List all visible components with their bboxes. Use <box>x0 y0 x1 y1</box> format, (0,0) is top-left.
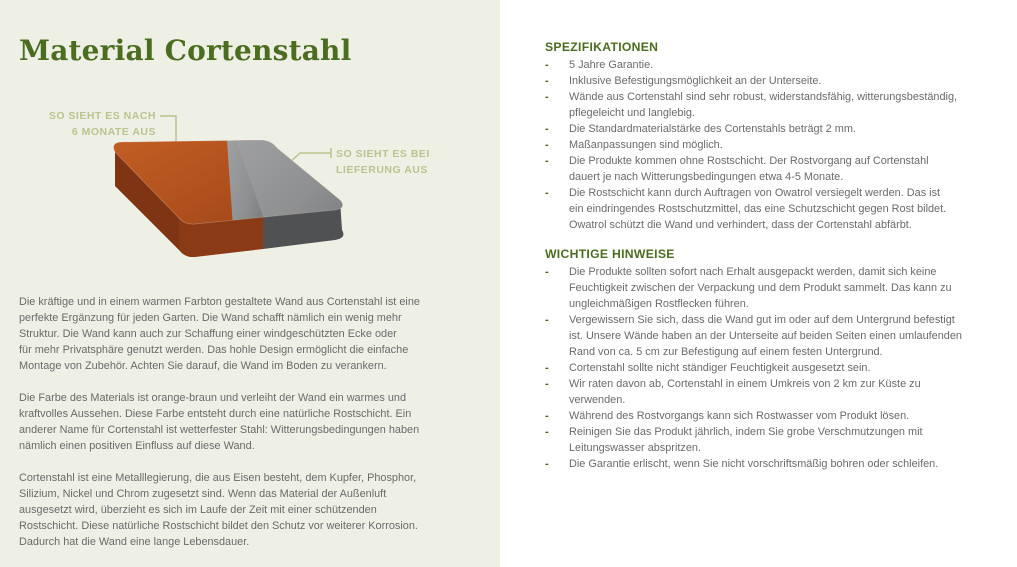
paragraph-line: für mehr Privatsphäre genutzt werden. Das hohle Design ermöglicht die einfache <box>19 344 409 356</box>
specifications-list <box>545 57 1015 233</box>
page-title: Material Cortenstahl <box>19 34 352 67</box>
list-item <box>545 456 1015 472</box>
bullet-dash: - <box>545 91 549 103</box>
paragraph-line: perfekte Ergänzung für jeden Garten. Die Wand schafft nämlich ein wenig mehr <box>19 312 402 324</box>
paragraph-line: Die Farbe des Materials ist orange-braun und verleiht der Wand ein warmes und <box>19 392 407 404</box>
list-item <box>545 73 1015 89</box>
list-item <box>545 121 1015 137</box>
paragraph-line: Struktur. Die Wand kann auch zur Schaffung einer windgeschützten Ecke oder <box>19 328 397 340</box>
bullet-dash: - <box>545 59 549 71</box>
list-item <box>545 89 1015 121</box>
list-item-text: ist. Unsere Wände haben an der Unterseite auf beiden Seiten einen umlaufenden <box>569 330 962 342</box>
list-item-text: Rand von ca. 5 cm zur Befestigung auf einem festen Untergrund. <box>569 346 883 358</box>
description-paragraph-2 <box>19 390 481 454</box>
paragraph-line: kraftvolles Aussehen. Diese Farbe entsteht durch eine natürliche Rostschicht. Ein <box>19 408 412 420</box>
bullet-dash: - <box>545 410 549 422</box>
bullet-dash: - <box>545 314 549 326</box>
callout-line: 6 MONATE AUS <box>71 126 156 138</box>
list-item-text: ungleichmäßigen Rostflecken führen. <box>569 298 749 310</box>
bullet-dash: - <box>545 139 549 151</box>
notes-list <box>545 264 1015 472</box>
paragraph-line: nämlich einen positiven Einfluss auf diese Wand. <box>19 440 255 452</box>
list-item-text: Owatrol schützt die Wand und verhindert, dass der Cortenstahl abfärbt. <box>569 219 912 231</box>
list-item-text: Die Rostschicht kann durch Auftragen von Owatrol versiegelt werden. Das ist <box>569 187 941 199</box>
list-item-text: Die Produkte sollten sofort nach Erhalt ausgepackt werden, damit sich keine <box>569 266 937 278</box>
list-item <box>545 424 1015 456</box>
list-item <box>545 153 1015 185</box>
paragraph-line: anderer Name für Cortenstahl ist wetterfester Stahl: Witterungsbedingungen haben <box>19 424 420 436</box>
bullet-dash: - <box>545 123 549 135</box>
notes-section <box>545 245 1015 472</box>
left-panel <box>0 0 500 567</box>
list-item-text: Die Produkte kommen ohne Rostschicht. Der Rostvorgang auf Cortenstahl <box>569 155 929 167</box>
list-item-text: Während des Rostvorgangs kann sich Rostwasser vom Produkt lösen. <box>569 410 910 422</box>
callout-line: LIEFERUNG AUS <box>336 164 428 176</box>
list-item-text: Vergewissern Sie sich, dass die Wand gut im oder auf dem Untergrund befestigt <box>569 314 955 326</box>
list-item-text: Wände aus Cortenstahl sind sehr robust, widerstandsfähig, witterungsbeständig, <box>569 91 958 103</box>
description-paragraph-3 <box>19 470 481 550</box>
bullet-dash: - <box>545 266 549 278</box>
list-item-text: Maßanpassungen sind möglich. <box>569 139 723 151</box>
list-item-text: verwenden. <box>569 394 626 406</box>
list-item <box>545 360 1015 376</box>
specifications-section <box>545 38 1015 233</box>
list-item-text: ein eindringendes Rostschutzmittel, das eine Schutzschicht gegen Rost bildet. <box>569 203 947 215</box>
bullet-dash: - <box>545 378 549 390</box>
bullet-dash: - <box>545 458 549 470</box>
bullet-dash: - <box>545 362 549 374</box>
bullet-dash: - <box>545 155 549 167</box>
bullet-dash: - <box>545 426 549 438</box>
list-item <box>545 185 1015 233</box>
callout-line: SO SIEHT ES BEI <box>336 148 430 160</box>
callout-line: SO SIEHT ES NACH <box>48 110 156 122</box>
list-item-text: Die Standardmaterialstärke des Cortenstahls beträgt 2 mm. <box>569 123 856 135</box>
notes-heading: WICHTIGE HINWEISE <box>545 247 675 261</box>
paragraph-line: Dadurch hat die Wand eine lange Lebensdauer. <box>19 536 250 548</box>
list-item-text: Wir raten davon ab, Cortenstahl in einem Umkreis von 2 km zur Küste zu <box>569 378 921 390</box>
list-item <box>545 264 1015 312</box>
list-item <box>545 137 1015 153</box>
paragraph-line: Die kräftige und in einem warmen Farbton gestaltete Wand aus Cortenstahl ist eine <box>19 296 420 308</box>
list-item <box>545 376 1015 408</box>
paragraph-line: Montage von Zubehör. Achten Sie darauf, die Wand im Boden zu verankern. <box>19 360 387 372</box>
list-item-text: pflegeleicht und langlebig. <box>569 107 695 119</box>
list-item-text: Die Garantie erlischt, wenn Sie nicht vorschriftsmäßig bohren oder schleifen. <box>569 458 939 470</box>
specifications-heading: SPEZIFIKATIONEN <box>545 40 659 54</box>
description-paragraph-1 <box>19 294 481 374</box>
list-item <box>545 408 1015 424</box>
list-item-text: dauert je nach Witterungsbedingungen etwa 4-5 Monate. <box>569 171 844 183</box>
paragraph-line: Silizium, Nickel und Chrom zugesetzt sind. Wenn das Material der Außenluft <box>19 488 387 500</box>
paragraph-line: Cortenstahl ist eine Metalllegierung, die aus Eisen besteht, dem Kupfer, Phosphor, <box>19 472 417 484</box>
list-item-text: Feuchtigkeit zwischen der Verpackung und dem Produkt sammelt. Das kann zu <box>569 282 952 294</box>
list-item <box>545 312 1015 360</box>
list-item-text: 5 Jahre Garantie. <box>569 59 654 71</box>
paragraph-line: ausgesetzt wird, überzieht es sich im Laufe der Zeit mit einer schützenden <box>19 504 377 516</box>
list-item-text: Inklusive Befestigungsmöglichkeit an der Unterseite. <box>569 75 822 87</box>
list-item <box>545 57 1015 73</box>
paragraph-line: Rostschicht. Diese natürliche Rostschicht bildet den Schutz vor weiterer Korrosion. <box>19 520 418 532</box>
list-item-text: Leitungswasser abspritzen. <box>569 442 701 454</box>
list-item-text: Reinigen Sie das Produkt jährlich, indem Sie grobe Verschmutzungen mit <box>569 426 923 438</box>
bullet-dash: - <box>545 187 549 199</box>
bullet-dash: - <box>545 75 549 87</box>
cortenstahl-sample-image <box>85 112 360 257</box>
list-item-text: Cortenstahl sollte nicht ständiger Feuchtigkeit ausgesetzt sein. <box>569 362 871 374</box>
